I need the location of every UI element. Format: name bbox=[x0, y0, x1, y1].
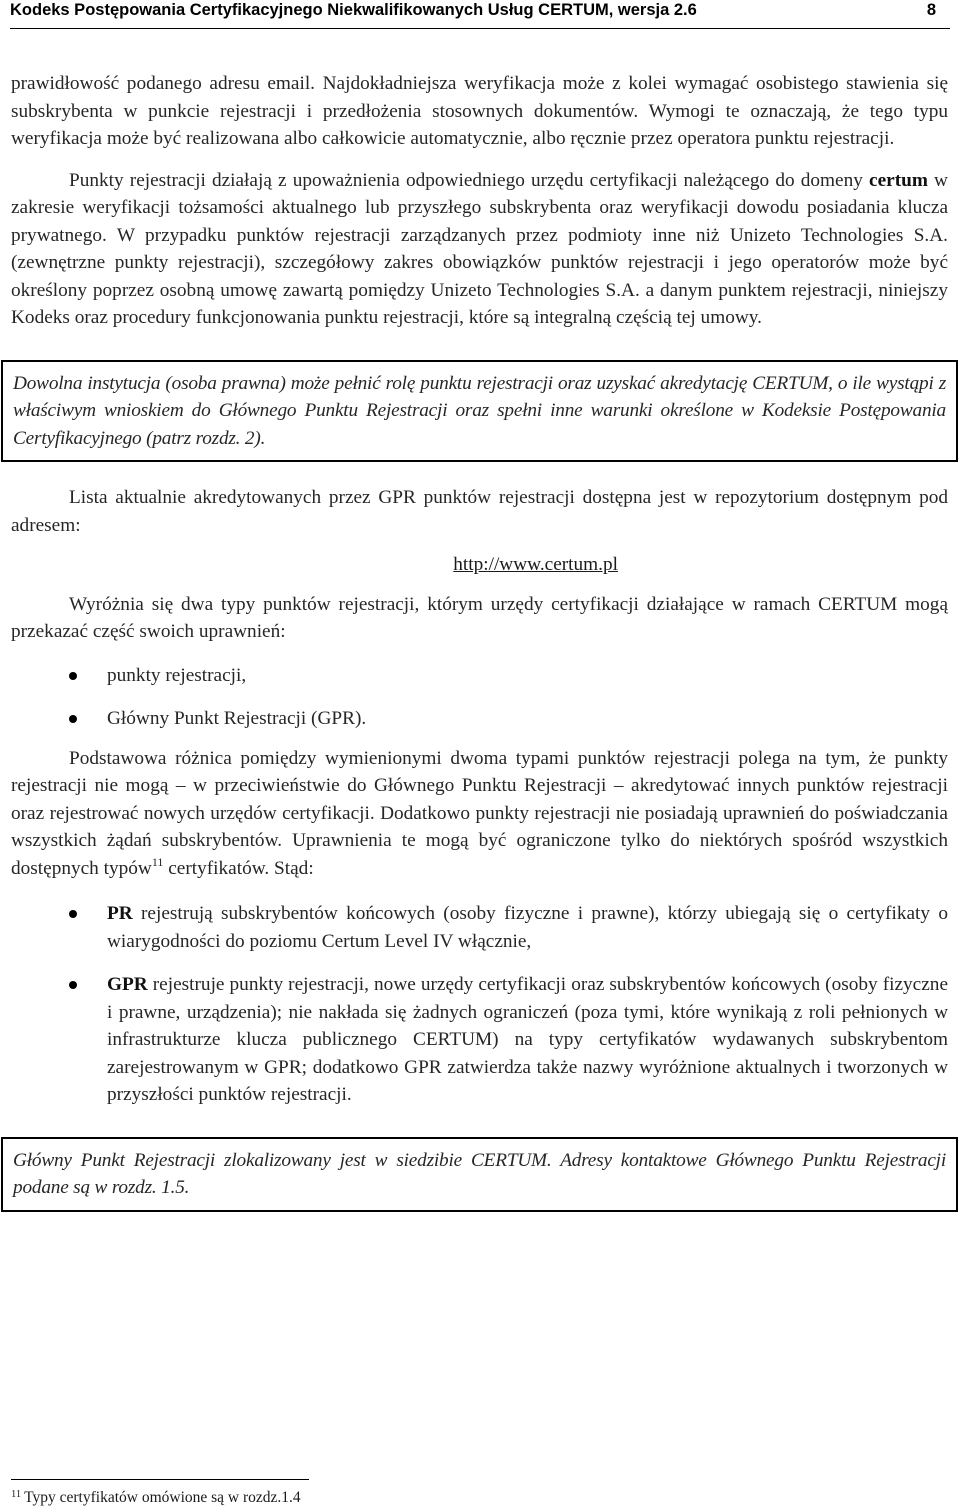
list-item-text: rejestruje punkty rejestracji, nowe urzędy certyfikacji oraz subskrybentów końcowych (osoby fizyczne i prawne, urządzenia); nie nakłada się żadnych ograniczeń (poza tymi, które wynikają z roli pełnionych w infrastrukturze klucza publicznego CERTUM) na typy certyfikatów wydawanych subskrybentom zarejestrowanym w GPR; dodatkowo GPR zatwierdza także nazwy wyróżnione aktualnych i tworzonych w przyszłości punktów rejestracji. bbox=[107, 974, 948, 1105]
list-item bbox=[11, 900, 948, 955]
footnote-text: Typy certyfikatów omówione są w rozdz.1.4 bbox=[24, 1489, 301, 1506]
paragraph-list-location: Lista aktualnie akredytowanych przez GPR punktów rejestracji dostępna jest w repozytorium dostępnym pod adresem: bbox=[11, 487, 948, 536]
page-content bbox=[11, 70, 948, 1212]
list-item-term: GPR bbox=[107, 974, 148, 995]
list-item bbox=[11, 662, 948, 690]
paragraph-text: Podstawowa różnica pomiędzy wymienionymi dwoma typami punktów rejestracji polega na tym, że punkty rejestracji nie mogą – w przeciwieństwie do Głównego Punktu Rejestracji – akredytować innych punktów rejestracji oraz rejestrować nowych urzędów certyfikacji. Dodatkowo punkty rejestracji nie posiadają uprawnień do poświadczania wszystkich żądań subskrybentów. Uprawnienia te mogą być ograniczone tylko do niektórych spośród wszystkich dostępnych typów bbox=[11, 747, 948, 879]
bullet-list-roles bbox=[11, 900, 948, 1109]
page-header bbox=[10, 0, 950, 29]
footnote-reference[interactable]: 11 bbox=[151, 854, 164, 869]
list-item bbox=[11, 705, 948, 733]
list-item-text: Główny Punkt Rejestracji (GPR). bbox=[107, 708, 367, 729]
list-item-text: rejestrują subskrybentów końcowych (osoby fizyczne i prawne), którzy ubiegają się o certyfikaty o wiarygodności do poziomu Certum Level IV włącznie, bbox=[107, 903, 948, 952]
list-item bbox=[11, 971, 948, 1109]
paragraph-registration-points bbox=[11, 167, 948, 332]
paragraph-text: Punkty rejestracji działają z upoważnienia odpowiedniego urzędu certyfikacji należącego do domeny bbox=[69, 169, 870, 191]
list-item-text: punkty rejestracji, bbox=[107, 664, 247, 686]
footnote-separator bbox=[11, 1479, 309, 1480]
bullet-icon bbox=[69, 910, 77, 918]
bullet-icon bbox=[69, 981, 77, 989]
boxed-note-accreditation bbox=[1, 360, 958, 463]
boxed-note-text: Główny Punkt Rejestracji zlokalizowany jest w siedzibie CERTUM. Adresy kontaktowe Głównego Punktu Rejestracji podane są w rozdz. 1.5. bbox=[13, 1149, 946, 1198]
bullet-icon bbox=[69, 715, 77, 723]
paragraph-text: certyfikatów. Stąd: bbox=[163, 857, 314, 879]
link-line bbox=[11, 551, 948, 579]
list-item-term: PR bbox=[107, 903, 133, 924]
page-number: 8 bbox=[926, 1, 936, 19]
footnote-number: 11 bbox=[11, 1489, 22, 1500]
paragraph-continuation: prawidłowość podanego adresu email. Najdokładniejsza weryfikacja może z kolei wymagać osobistego stawienia się subskrybenta w punkcie rejestracji i przedłożenia stosownych dokumentów. Wymogi te oznaczają, że tego typu weryfikacja może być realizowana albo całkowicie automatycznie, albo ręcznie przez operatora punktu rejestracji. bbox=[11, 73, 948, 149]
bullet-list-types bbox=[11, 662, 948, 733]
boxed-note-gpr-location bbox=[1, 1137, 958, 1212]
paragraph-two-types: Wyróżnia się dwa typy punktów rejestracji, którym urzędy certyfikacji działające w ramach CERTUM mogą przekazać część swoich uprawnień: bbox=[11, 593, 948, 642]
bold-term-certum: certum bbox=[869, 169, 928, 191]
paragraph-difference bbox=[11, 745, 948, 883]
bullet-icon bbox=[69, 672, 77, 680]
boxed-note-text: Dowolna instytucja (osoba prawna) może pełnić rolę punktu rejestracji oraz uzyskać akredytację CERTUM, o ile wystąpi z właściwym wnioskiem do Głównego Punktu Rejestracji oraz spełni inne warunki określone w Kodeksie Postępowania Certyfikacyjnego (patrz rozdz. 2). bbox=[13, 372, 946, 449]
header-title: Kodeks Postępowania Certyfikacyjnego Niekwalifikowanych Usług CERTUM, wersja 2.6 bbox=[10, 1, 697, 19]
footnote bbox=[11, 1489, 301, 1507]
paragraph-text: w zakresie weryfikacji tożsamości aktualnego lub przyszłego subskrybenta oraz weryfikacji dowodu posiadania klucza prywatnego. W przypadku punktów rejestracji zarządzanych przez podmioty inne niż Unizeto Technologies S.A. (zewnętrzne punkty rejestracji), szczegółowy zakres obowiązków punktów rejestracji i jego operatorów może być określony poprzez osobną umowę zawartą pomiędzy Unizeto Technologies S.A. a danym punktem rejestracji, niniejszy Kodeks oraz procedury funkcjonowania punktu rejestracji, które są integralną częścią tej umowy. bbox=[11, 169, 948, 328]
certum-link[interactable]: http://www.certum.pl bbox=[453, 554, 618, 575]
